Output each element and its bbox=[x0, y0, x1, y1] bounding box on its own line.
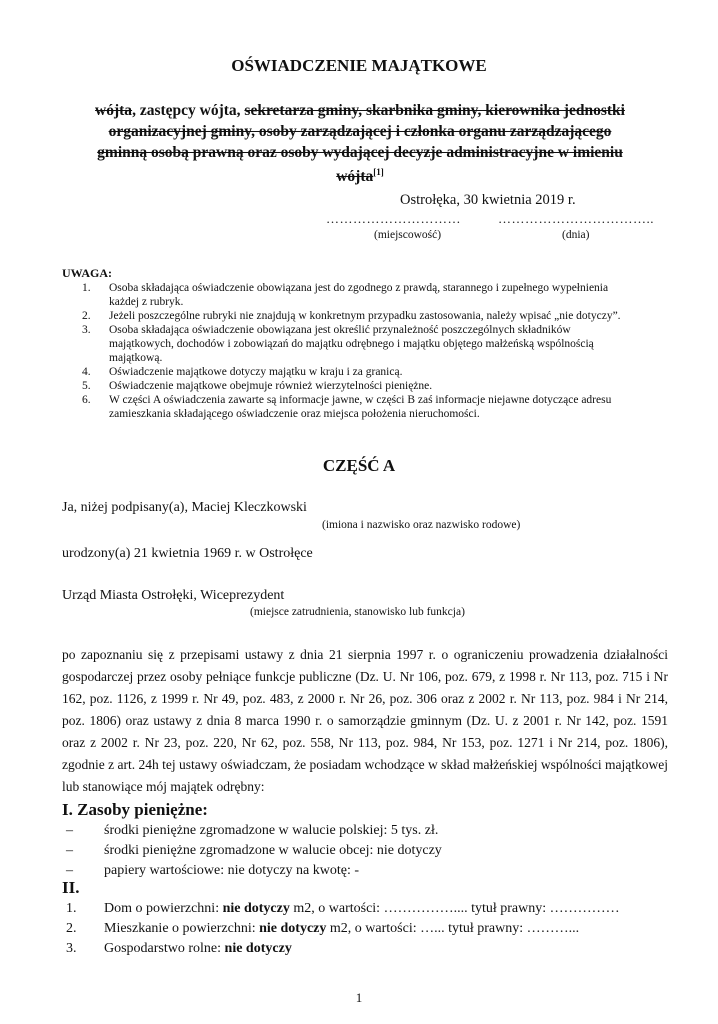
section-1-item-3: papiery wartościowe: nie dotyczy na kwotę: - bbox=[104, 863, 360, 878]
role-struck-text-1: sekretarza gminy, skarbnika gminy, kierownika jednostki bbox=[244, 102, 625, 119]
uwaga-item-6-line-2: zamieszkania składającego oświadczenie oraz miejsca położenia nieruchomości. bbox=[109, 408, 480, 420]
place-date: Ostrołęka, 30 kwietnia 2019 r. bbox=[400, 192, 576, 208]
birth-line: urodzony(a) 21 kwietnia 1969 r. w Ostrołęce bbox=[62, 546, 313, 561]
uwaga-item-2: Jeżeli poszczególne rubryki nie znajdują w konkretnym przypadku zastosowania, należy wpisać „nie dotyczy”. bbox=[109, 310, 621, 322]
role-deputy-mayor: , zastępcy wójta, bbox=[132, 102, 245, 119]
house-value: nie dotyczy bbox=[222, 901, 290, 916]
section-2-num-1: 1. bbox=[66, 901, 77, 916]
uwaga-num-4: 4. bbox=[82, 366, 91, 378]
role-line-3: gminną osobą prawną oraz osoby wydającej decyzje administracyjne w imieniu bbox=[97, 144, 623, 161]
section-2-heading: II. bbox=[62, 878, 80, 897]
section-1-item-2: środki pieniężne zgromadzone w walucie obcej: nie dotyczy bbox=[104, 843, 442, 858]
apartment-label: Mieszkanie o powierzchni: bbox=[104, 921, 260, 936]
apartment-value: nie dotyczy bbox=[259, 921, 327, 936]
law-paragraph: po zapoznaniu się z przepisami ustawy z dnia 21 sierpnia 1997 r. o ograniczeniu prowadzenia działalności gospodarczej przez osoby pełniące funkcje publiczne (Dz. U. Nr 106, poz. 679, z 1998 r. Nr 113, poz. 715 i Nr 162, poz. 1126, z 1999 r. Nr 49, poz. 483, z 2000 r. Nr 26, poz. 306 oraz z 2002 r. Nr 113, poz. 984 i Nr 214, poz. 1806) oraz ustawy z dnia 8 marca 1990 r. o samorządzie gminnym (Dz. U. z 2001 r. Nr 142, poz. 1591 oraz z 2002 r. Nr 23, poz. 220, Nr 62, poz. 558, Nr 113, poz. 984, Nr 153, poz. 1271 i Nr 214, poz. 1806), zgodnie z art. 24h tej ustawy oświadczam, że posiadam wchodzące w skład małżeńskiej wspólności majątkowej lub stanowiące mój majątek odrębny: bbox=[62, 647, 668, 794]
section-2-item-apartment bbox=[104, 921, 579, 937]
uwaga-num-5: 5. bbox=[82, 380, 91, 392]
uwaga-item-3-line-2: majątkowych, dochodów i zobowiązań do majątku odrębnego i majątku objętego małżeńską wspólnością bbox=[109, 338, 594, 350]
uwaga-item-3-line-1: Osoba składająca oświadczenie obowiązana jest określić przynależność poszczególnych składników bbox=[109, 324, 571, 336]
role-struck-wojt: wójta bbox=[95, 102, 133, 119]
section-2-item-house bbox=[104, 901, 620, 917]
uwaga-heading: UWAGA: bbox=[62, 266, 112, 280]
uwaga-item-6 bbox=[109, 393, 689, 421]
section-2-num-3: 3. bbox=[66, 941, 77, 956]
uwaga-item-1-line-2: każdej z rubryk. bbox=[109, 296, 184, 308]
date-caption: (dnia) bbox=[562, 229, 590, 241]
place-caption: (miejscowość) bbox=[374, 229, 442, 241]
uwaga-item-3-line-3: majątkową. bbox=[109, 352, 163, 364]
apartment-rest: m2, o wartości: …... tytuł prawny: ………... bbox=[326, 921, 580, 936]
footnote-marker: [1] bbox=[373, 167, 384, 177]
house-rest: m2, o wartości: …………….... tytuł prawny: …………… bbox=[289, 901, 620, 916]
date-dots: …………………………….. bbox=[498, 211, 654, 226]
farm-value: nie dotyczy bbox=[224, 941, 292, 956]
section-2-item-farm bbox=[104, 941, 292, 957]
role-struck-wojta: wójta bbox=[336, 168, 374, 186]
uwaga-item-1-line-1: Osoba składająca oświadczenie obowiązana jest do zgodnego z prawdą, starannego i zupełnego wypełnienia bbox=[109, 282, 609, 294]
role-line-2: organizacyjnej gminy, osoby zarządzającej i członka organu zarządzającego bbox=[108, 123, 612, 140]
role-line-1 bbox=[40, 100, 680, 121]
uwaga-num-3: 3. bbox=[82, 324, 91, 336]
section-1-bullet-1: – bbox=[66, 823, 73, 838]
section-1-item-1: środki pieniężne zgromadzone w walucie polskiej: 5 tys. zł. bbox=[104, 823, 439, 838]
employer-line: Urząd Miasta Ostrołęki, Wiceprezydent bbox=[62, 588, 285, 603]
uwaga-num-2: 2. bbox=[82, 310, 91, 322]
uwaga-item-6-line-1: W części A oświadczenia zawarte są informacje jawne, w części B zaś informacje niejawne dotyczące adresu bbox=[109, 394, 612, 406]
document-title: OŚWIADCZENIE MAJĄTKOWE bbox=[231, 56, 487, 75]
uwaga-item-1 bbox=[109, 281, 689, 309]
uwaga-num-1: 1. bbox=[82, 282, 91, 294]
house-label: Dom o powierzchni: bbox=[104, 901, 223, 916]
name-caption: (imiona i nazwisko oraz nazwisko rodowe) bbox=[322, 519, 521, 531]
farm-label: Gospodarstwo rolne: bbox=[104, 941, 225, 956]
section-1-bullet-3: – bbox=[66, 863, 73, 878]
employer-caption: (miejsce zatrudnienia, stanowisko lub funkcja) bbox=[250, 606, 465, 618]
declarant-intro: Ja, niżej podpisany(a), Maciej Kleczkowski bbox=[62, 500, 307, 515]
part-a-heading: CZĘŚĆ A bbox=[322, 456, 396, 475]
role-line-4 bbox=[40, 162, 680, 187]
place-dots: ………………………… bbox=[326, 211, 461, 226]
uwaga-item-3 bbox=[109, 323, 689, 365]
uwaga-item-5: Oświadczenie majątkowe obejmuje również wierzytelności pieniężne. bbox=[109, 380, 433, 392]
uwaga-num-6: 6. bbox=[82, 394, 91, 406]
section-2-num-2: 2. bbox=[66, 921, 77, 936]
page-number: 1 bbox=[355, 990, 363, 1005]
section-1-bullet-2: – bbox=[66, 843, 73, 858]
section-1-heading: I. Zasoby pieniężne: bbox=[62, 800, 208, 819]
uwaga-item-4: Oświadczenie majątkowe dotyczy majątku w kraju i za granicą. bbox=[109, 366, 403, 378]
